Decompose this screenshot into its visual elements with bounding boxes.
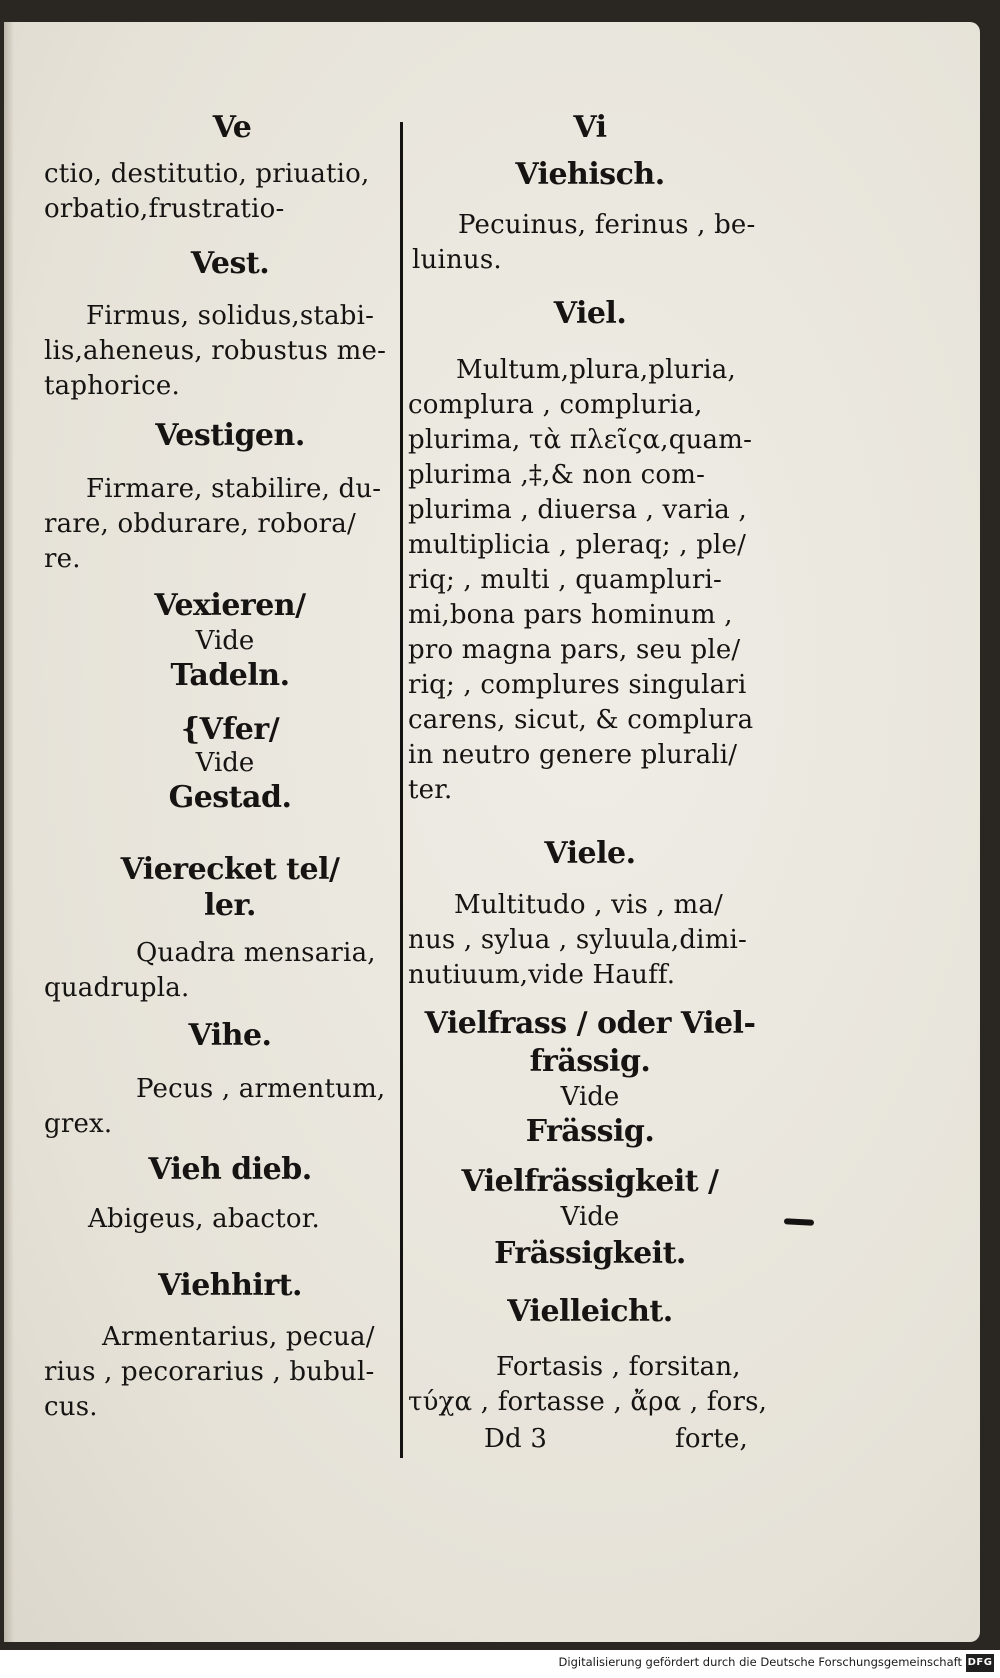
entry-definition: Multum,plura,pluria, complura , compluria, plurima, τὰ πλεῖςα,quam- plurima ,‡,& non com- plurima , diuersa , varia , multiplicia , pleraq; , ple/ riq; , multi , quampluri- mi,bona pars hominum , pro magna pars, seu ple/ riq; , complures singulari carens, sicut, & complura in neutro genere plurali/ ter. [408,355,754,805]
entry-definition: Firmus, solidus,stabi- lis,aheneus, robustus me- taphorice. [44,301,387,401]
vide-label: Vide [195,748,255,778]
headword: Vihe. [188,1018,272,1053]
headword: Vielfrass / oder Viel- [424,1006,756,1041]
headword: frässig. [529,1044,651,1079]
page-gutter-shadow [4,22,14,1642]
catchword: forte, [675,1424,749,1454]
headword: Vest. [190,246,270,281]
cross-reference: Gestad. [168,780,292,815]
headword: Viehhirt. [158,1268,302,1303]
headword: ler. [204,888,256,923]
headword: Viel. [553,296,627,331]
vide-label: Vide [195,626,255,656]
entry-definition: Fortasis , forsitan, τύχα , fortasse , ἄρα , fors, [408,1352,768,1417]
entry-definition: Multitudo , vis , ma/ nus , sylua , syluula,dimi- nutiuum,vide Hauff. [408,890,748,990]
digitization-footer [0,1650,1000,1678]
vide-label: Vide [560,1082,620,1112]
headword: Viele. [544,836,636,871]
headword: {Vfer/ [180,712,280,747]
running-head-right: Vi [573,110,607,145]
headword: Vielfrässigkeit / [461,1164,719,1199]
headword: Viehisch. [515,157,665,192]
dfg-logo-icon: DFG [966,1654,994,1672]
running-head-left: Ve [212,110,252,145]
headword: Vestigen. [155,418,305,453]
entry-definition: Quadra mensaria, quadrupla. [44,938,376,1003]
headword: Vieh dieb. [148,1152,312,1187]
entry-definition: Abigeus, abactor. [88,1204,320,1234]
entry-definition: Pecuinus, ferinus , be- luinus. [412,210,756,275]
footer-credit: Digitalisierung gefördert durch die Deutsche Forschungsgemeinschaft [558,1655,962,1669]
entry-definition: Armentarius, pecua/ rius , pecorarius , bubul- cus. [44,1322,375,1422]
vide-label: Vide [560,1202,620,1232]
entry-definition: Pecus , armentum, grex. [44,1074,386,1139]
column-rule [400,122,403,1458]
signature-mark: Dd 3 [484,1424,548,1454]
cross-reference: Frässig. [525,1114,655,1149]
headword: Vielleicht. [507,1294,673,1329]
headword: Vexieren/ [154,588,306,623]
entry-text-continuation: ctio, destitutio, priuatio, orbatio,frustratio- [44,159,370,224]
cross-reference: Tadeln. [170,658,290,693]
headword: Vierecket tel/ [120,852,340,887]
entry-definition: Firmare, stabilire, du- rare, obdurare, robora/ re. [44,474,382,574]
cross-reference: Frässigkeit. [494,1236,686,1271]
